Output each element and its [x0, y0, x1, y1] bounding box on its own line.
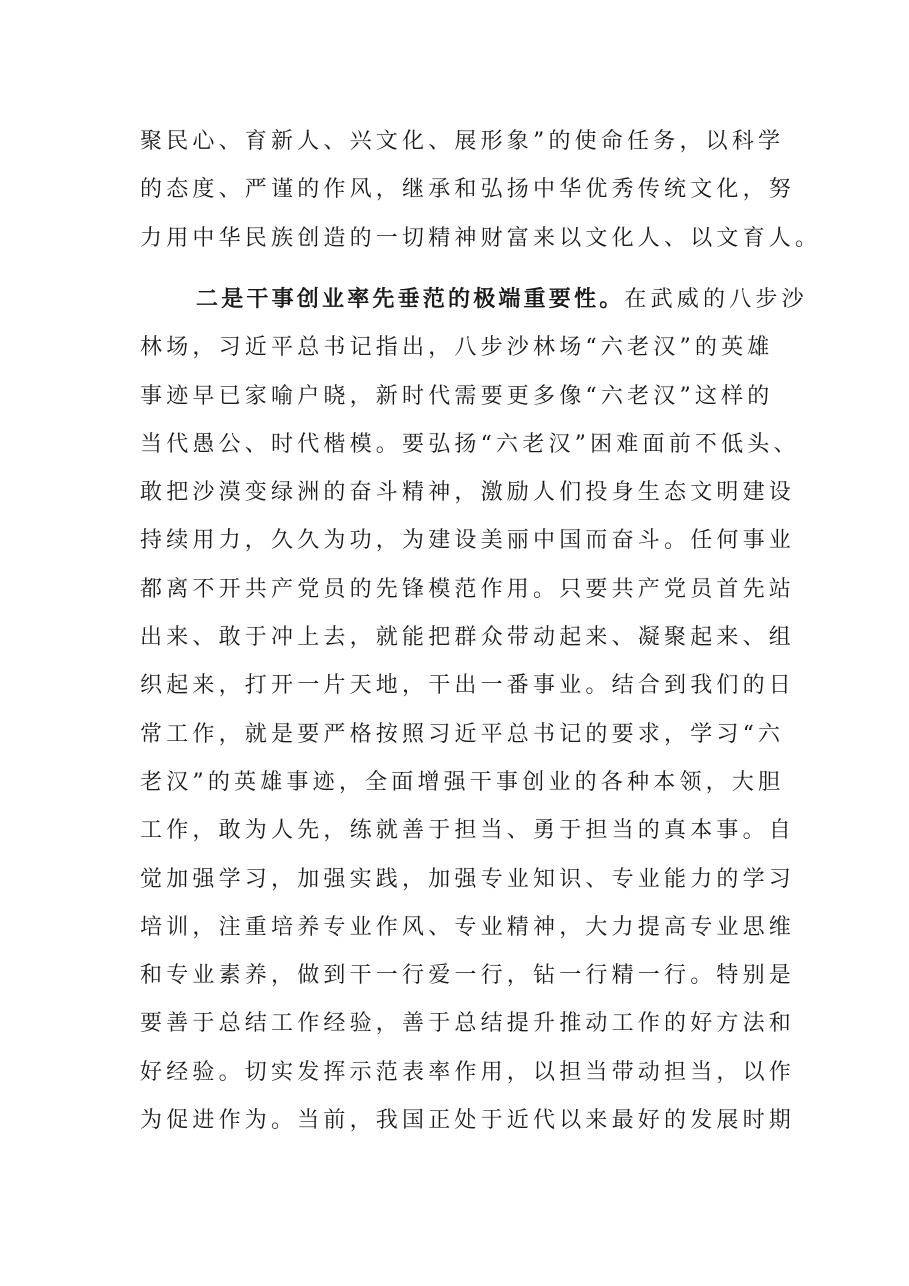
paragraph-line: 常工作，就是要严格按照习近平总书记的要求，学习“六: [140, 721, 785, 747]
paragraph-line: 都离不开共产党员的先锋模范作用。只要共产党员首先站: [140, 576, 796, 602]
paragraph-line: 出来、敢于冲上去，就能把群众带动起来、凝聚起来、组: [140, 625, 796, 651]
paragraph-line: 聚民心、育新人、兴文化、展形象”的使命任务，以科学: [140, 129, 785, 154]
paragraph-line: 的态度、严谨的作风，继承和弘扬中华优秀传统文化，努: [140, 177, 796, 203]
paragraph-line: 持续用力，久久为功，为建设美丽中国而奋斗。任何事业: [140, 528, 796, 554]
paragraph-line: 老汉”的英雄事迹，全面增强干事创业的各种本领，大胆: [140, 769, 785, 795]
paragraph-first-line: [140, 276, 808, 324]
paragraph-line: 为促进作为。当前，我国正处于近代以来最好的发展时期: [140, 1108, 796, 1134]
paragraph-line: 和专业素养，做到干一行爱一行，钻一行精一行。特别是: [140, 963, 796, 989]
paragraph-line: 工作，敢为人先，练就善于担当、勇于担当的真本事。自: [140, 818, 796, 844]
paragraph-line: 事迹早已家喻户晓，新时代需要更多像“六老汉”这样的: [140, 383, 774, 409]
paragraph-line: 织起来，打开一片天地，干出一番事业。结合到我们的日: [140, 673, 796, 699]
section-heading: 二是干事创业率先垂范的极端重要性。: [196, 287, 625, 312]
paragraph-1: [140, 118, 822, 263]
paragraph-line: 觉加强学习，加强实践，加强专业知识、专业能力的学习: [140, 866, 796, 892]
paragraph-2: [140, 276, 808, 1145]
paragraph-line: 当代愚公、时代楷模。要弘扬“六老汉”困难面前不低头、: [140, 431, 800, 457]
paragraph-line: 力用中华民族创造的一切精神财富来以文化人、以文育人。: [140, 225, 822, 251]
paragraph-line: 好经验。切实发挥示范表率作用，以担当带动担当，以作: [140, 1059, 796, 1085]
paragraph-line: 林场，习近平总书记指出，八步沙林场“六老汉”的英雄: [140, 335, 774, 361]
paragraph-line: 敢把沙漠变绿洲的奋斗精神，激励人们投身生态文明建设: [140, 480, 796, 506]
paragraph-line: 要善于总结工作经验，善于总结提升推动工作的好方法和: [140, 1011, 796, 1037]
first-line-text: 在武威的八步沙: [624, 287, 808, 312]
paragraph-line: 培训，注重培养专业作风、专业精神，大力提高专业思维: [140, 914, 796, 940]
